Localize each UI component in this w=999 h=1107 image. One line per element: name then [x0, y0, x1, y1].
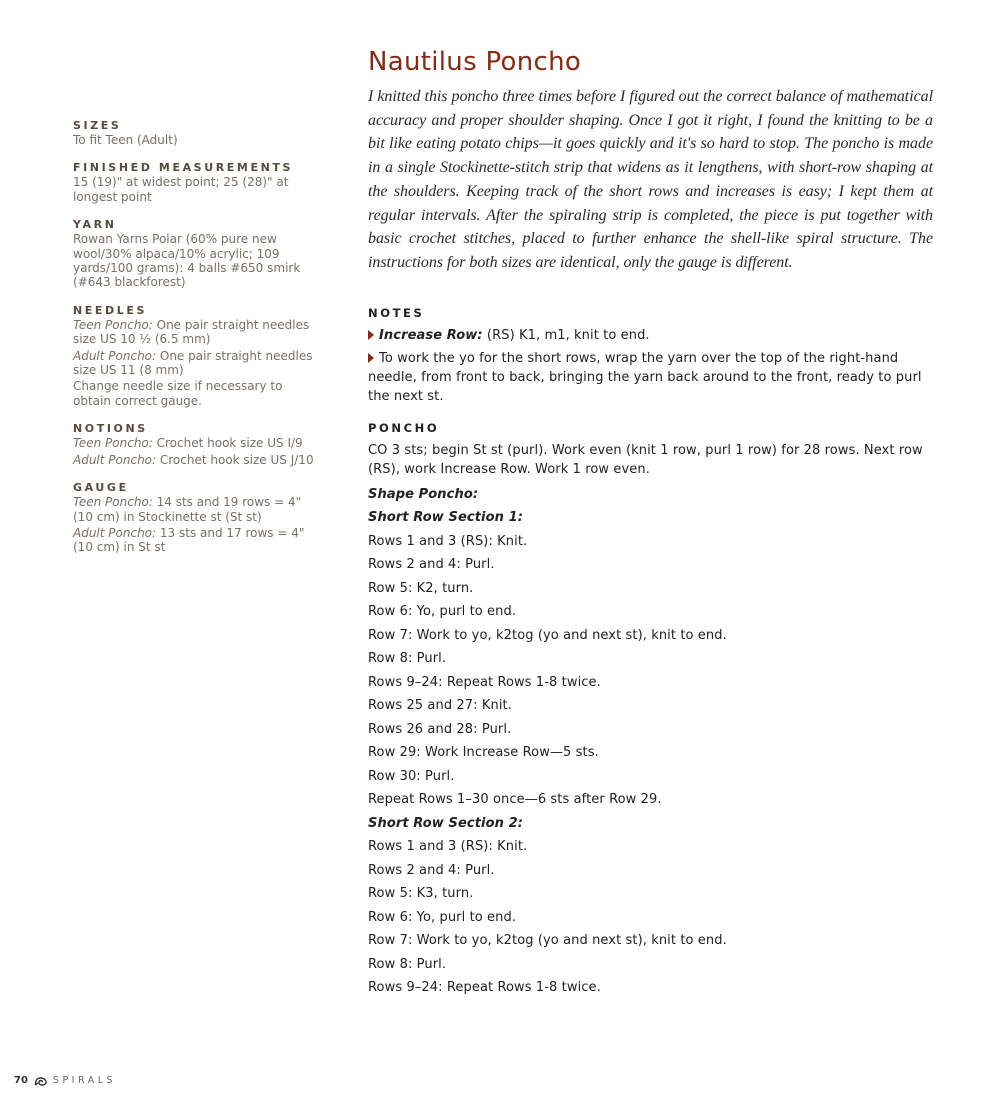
- notions-section: [73, 421, 323, 467]
- instruction-row: Rows 1 and 3 (RS): Knit.: [368, 533, 528, 549]
- needles-teen-label: Teen Poncho:: [73, 317, 153, 332]
- page-footer: [14, 1075, 116, 1086]
- needles-adult-text: One pair straight needles size US 11 (8 mm): [73, 348, 313, 378]
- spiral-shell-icon: [34, 1076, 47, 1086]
- gauge-adult-label: Adult Poncho:: [73, 525, 157, 540]
- finished-measurements-text: 15 (19)" at widest point; 25 (28)" at longest point: [73, 175, 289, 204]
- instruction-row: Row 5: K3, turn.: [368, 886, 474, 902]
- instruction-row: Repeat Rows 1–30 once—6 sts after Row 29.: [368, 792, 662, 808]
- instruction-row: Row 7: Work to yo, k2tog (yo and next st), knit to end.: [368, 933, 727, 949]
- cast-on-instructions: CO 3 sts; begin St st (purl). Work even (knit 1 row, purl 1 row) for 28 rows. Next row (RS), work Increase Row. Work 1 row even.: [368, 442, 923, 477]
- short-row-section-1-label: Short Row Section 1:: [368, 510, 524, 526]
- notes-heading: NOTES: [368, 305, 425, 320]
- note-short-rows: [368, 349, 933, 406]
- note-increase-row-label: Increase Row:: [379, 327, 483, 343]
- gauge-heading: GAUGE: [73, 481, 129, 495]
- yarn-heading: YARN: [73, 218, 117, 232]
- instruction-row: Rows 9–24: Repeat Rows 1-8 twice.: [368, 980, 601, 996]
- note-increase-row: [368, 326, 933, 345]
- note-increase-row-text: (RS) K1, m1, knit to end.: [482, 327, 650, 343]
- instruction-row: Row 29: Work Increase Row—5 sts.: [368, 745, 599, 761]
- notions-teen-label: Teen Poncho:: [73, 436, 153, 451]
- bullet-icon: [368, 353, 374, 363]
- instruction-row: Rows 2 and 4: Purl.: [368, 862, 495, 878]
- gauge-teen-text: 14 sts and 19 rows = 4" (10 cm) in Stockinette st (St st): [73, 495, 302, 524]
- instruction-row: Row 7: Work to yo, k2tog (yo and next st), knit to end.: [368, 627, 727, 643]
- note-short-rows-text: To work the yo for the short rows, wrap the yarn over the top of the right-hand needle, from front to back, bringing the yarn back around to the front, ready to purl the next st.: [368, 350, 922, 404]
- gauge-section: [73, 480, 323, 555]
- poncho-heading: PONCHO: [368, 420, 440, 435]
- yarn-section: [73, 217, 323, 290]
- gauge-teen: [73, 495, 323, 524]
- instruction-row: Row 8: Purl.: [368, 956, 447, 972]
- notions-adult-label: Adult Poncho:: [73, 452, 157, 467]
- finished-measurements-section: [73, 160, 323, 204]
- instruction-row: Rows 25 and 27: Knit.: [368, 698, 512, 714]
- instruction-row: Rows 2 and 4: Purl.: [368, 557, 495, 573]
- sizes-text: To fit Teen (Adult): [73, 133, 178, 147]
- instruction-row: Rows 26 and 28: Purl.: [368, 721, 512, 737]
- yarn-text: Rowan Yarns Polar (60% pure new wool/30% alpaca/10% acrylic; 109 yards/100 grams): 4 balls #650 smirk (#643 blackforest): [73, 232, 301, 290]
- pattern-info-sidebar: [73, 118, 323, 568]
- instruction-row: Row 8: Purl.: [368, 651, 447, 667]
- bullet-icon: [368, 330, 374, 340]
- notions-adult: [73, 453, 323, 467]
- shape-poncho-label: Shape Poncho:: [368, 486, 479, 502]
- intro-paragraph: I knitted this poncho three times before I figured out the correct balance of mathematical accuracy and proper shoulder shaping. Once I got it right, I found the knitting to be a bit like eating potato chips—it goes quickly and it's so hard to stop. The poncho is made in a single Stockinette-stitch strip that widens as it lengthens, with short-row shaping at the shoulders. Keeping track of the short rows and increases is easy; I kept them at regular intervals. After the spiraling strip is completed, the piece is put together with basic crochet stitches, placed to further enhance the shell-like spiral structure. The instructions for both sizes are identical, only the gauge is different.: [368, 88, 933, 271]
- instruction-row: Rows 1 and 3 (RS): Knit.: [368, 839, 528, 855]
- sizes-heading: SIZES: [73, 119, 122, 132]
- notes-section: [368, 305, 933, 406]
- instruction-row: Row 6: Yo, purl to end.: [368, 604, 517, 620]
- section-name: SPIRALS: [52, 1075, 117, 1086]
- instruction-row: Row 5: K2, turn.: [368, 580, 474, 596]
- instruction-row: Row 30: Purl.: [368, 768, 455, 784]
- instruction-row: Row 6: Yo, purl to end.: [368, 909, 517, 925]
- notions-teen: [73, 436, 323, 450]
- poncho-section: [368, 420, 933, 1000]
- notions-teen-text: Crochet hook size US I/9: [152, 436, 303, 451]
- page-title: Nautilus Poncho: [368, 47, 582, 77]
- gauge-adult: [73, 526, 323, 555]
- gauge-adult-text: 13 sts and 17 rows = 4" (10 cm) in St st: [73, 525, 305, 555]
- finished-measurements-heading: FINISHED MEASUREMENTS: [73, 161, 294, 175]
- notions-adult-text: Crochet hook size US J/10: [156, 452, 314, 467]
- pattern-main-column: [368, 44, 933, 1000]
- short-row-section-2-rows: [368, 835, 933, 1000]
- notions-heading: NOTIONS: [73, 422, 148, 436]
- short-row-section-2-label: Short Row Section 2:: [368, 815, 524, 831]
- needles-teen: [73, 318, 323, 347]
- needles-adult-label: Adult Poncho:: [73, 348, 157, 363]
- instruction-row: Rows 9–24: Repeat Rows 1-8 twice.: [368, 674, 601, 690]
- needles-adult: [73, 349, 323, 378]
- needles-note: Change needle size if necessary to obtain correct gauge.: [73, 379, 283, 408]
- short-row-section-1-rows: [368, 530, 933, 812]
- gauge-teen-label: Teen Poncho:: [73, 495, 153, 510]
- needles-heading: NEEDLES: [73, 303, 148, 317]
- sizes-section: [73, 118, 323, 147]
- page-number: 70: [14, 1075, 28, 1086]
- needles-teen-text: One pair straight needles size US 10 ½ (6.5 mm): [73, 317, 310, 347]
- needles-section: [73, 303, 323, 408]
